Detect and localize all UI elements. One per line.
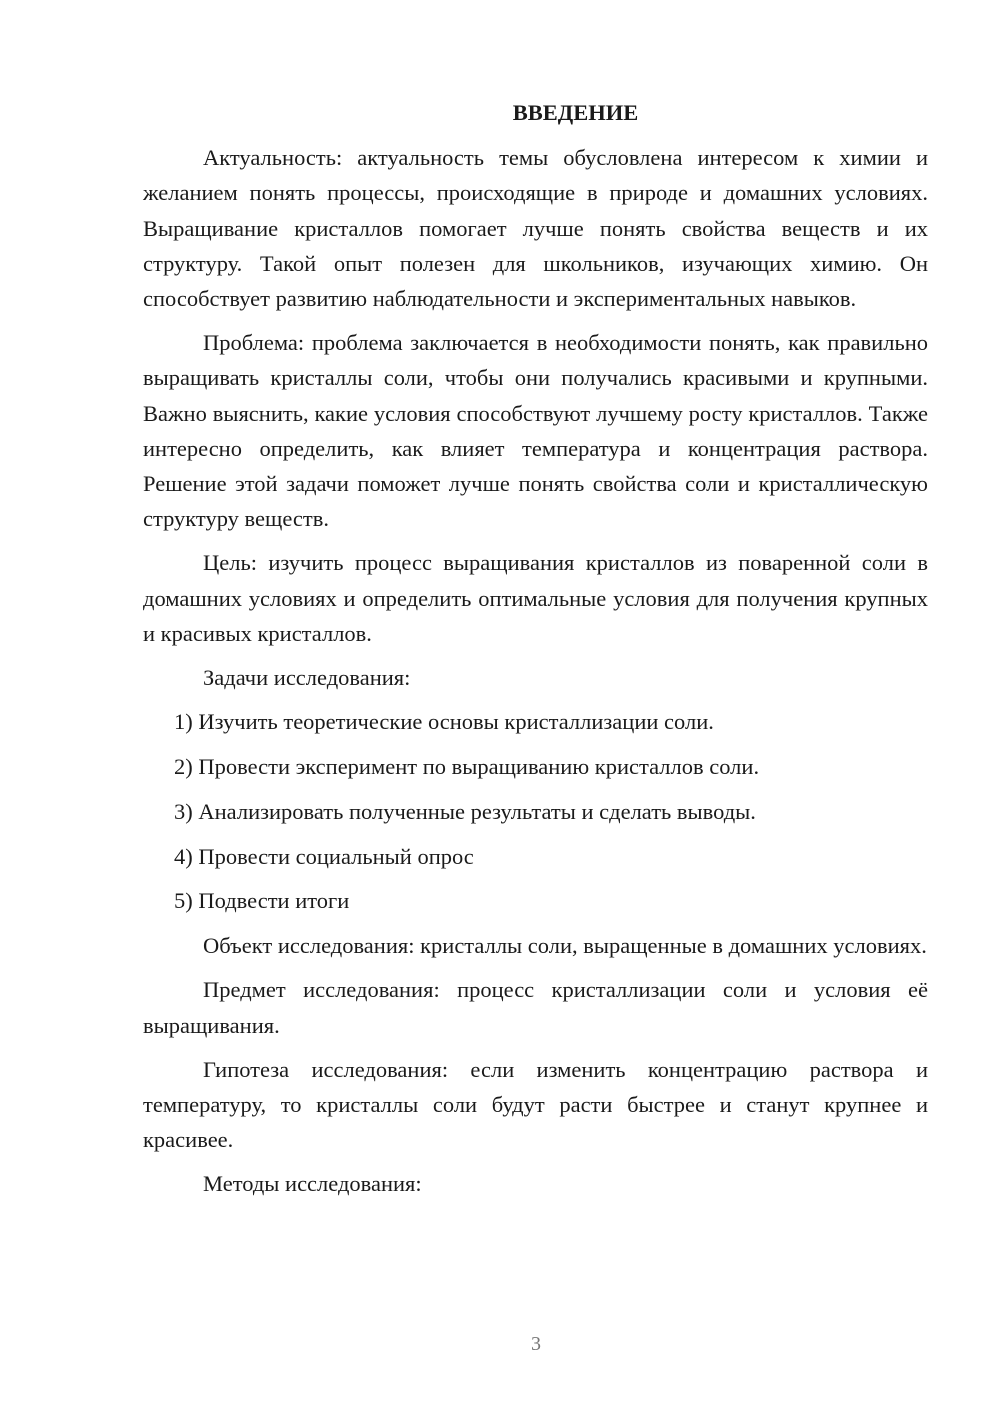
paragraph-goal: Цель: изучить процесс выращивания кристаллов из поваренной соли в домашних условиях и определить оптимальные условия для получения крупных и красивых кристаллов. [143,550,928,646]
list-item-task-4: 4) Провести социальный опрос [174,843,474,869]
list-item-task-1: 1) Изучить теоретические основы кристаллизации соли. [174,709,714,735]
list-item-task-5: 5) Подвести итоги [174,888,350,914]
page-number [0,1333,1000,1356]
paragraph-tasks-heading: Задачи исследования: [203,665,411,691]
section-title-text: ВВЕДЕНИЕ [512,100,639,125]
document-body [143,95,928,1211]
paragraph-object: Объект исследования: кристаллы соли, выращенные в домашних условиях. [203,933,927,959]
section-title [143,95,928,130]
page-number-text: 3 [531,1333,541,1355]
paragraph-problem: Проблема: проблема заключается в необходимости понять, как правильно выращивать кристаллы соли, чтобы они получались красивыми и крупными. Важно выяснить, какие условия способствуют лучшему росту кристаллов. Также интересно определить, как влияет температура и концентрация раствора. Решение этой задачи поможет лучше понять свойства соли и кристаллическую структуру веществ. [143,330,928,532]
paragraph-relevance: Актуальность: актуальность темы обусловлена интересом к химии и желанием понять процессы, происходящие в природе и домашних условиях. Выращивание кристаллов помогает лучше понять свойства веществ и их структуру. Такой опыт полезен для школьников, изучающих химию. Он способствует развитию наблюдательности и экспериментальных навыков. [143,145,928,312]
paragraph-hypothesis: Гипотеза исследования: если изменить концентрацию раствора и температуру, то кристаллы соли будут расти быстрее и станут крупнее и красивее. [143,1056,928,1153]
list-item-task-2: 2) Провести эксперимент по выращиванию кристаллов соли. [174,754,760,780]
paragraph-methods-heading: Методы исследования: [203,1171,422,1197]
list-item-task-3: 3) Анализировать полученные результаты и сделать выводы. [174,798,756,824]
paragraph-subject: Предмет исследования: процесс кристаллизации соли и условия её выращивания. [143,977,928,1038]
